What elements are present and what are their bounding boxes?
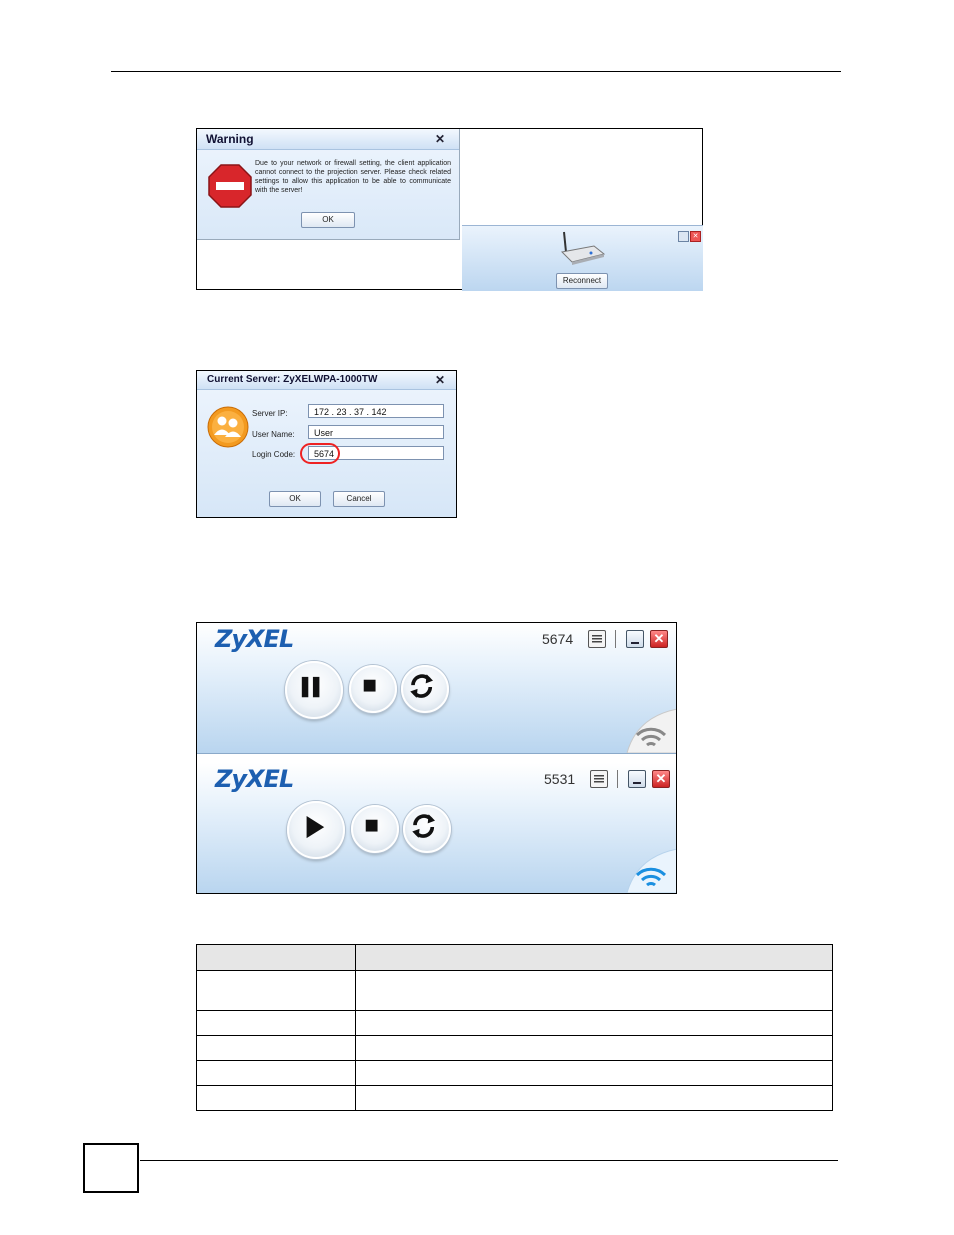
table-cell xyxy=(197,1061,356,1086)
server-ip-field[interactable]: 172 . 23 . 37 . 142 xyxy=(308,404,444,418)
table-row xyxy=(197,1086,833,1111)
table-cell xyxy=(356,1011,833,1036)
table-row xyxy=(197,971,833,1011)
users-icon xyxy=(207,406,249,448)
table-row xyxy=(197,1036,833,1061)
table-cell xyxy=(356,1036,833,1061)
player-bar-projecting xyxy=(197,623,676,754)
table-row xyxy=(197,1061,833,1086)
toolbar-separator xyxy=(615,630,616,648)
stop-button[interactable] xyxy=(349,665,397,713)
player-bar-paused xyxy=(197,763,676,894)
stop-sign-icon xyxy=(208,164,252,208)
table-header-cell xyxy=(356,945,833,971)
play-button[interactable] xyxy=(287,801,345,859)
description-table xyxy=(196,944,833,1111)
table-cell xyxy=(197,971,356,1011)
table-cell xyxy=(197,1011,356,1036)
header-rule xyxy=(111,71,841,72)
minimize-icon[interactable] xyxy=(628,770,646,788)
figure-projection-players xyxy=(196,622,677,894)
login-code-highlight xyxy=(300,443,340,464)
login-title-bar xyxy=(197,371,456,390)
login-code-field[interactable]: 5674 xyxy=(308,446,444,460)
reconnect-minimize-icon[interactable] xyxy=(678,231,689,242)
warning-close-icon[interactable]: ✕ xyxy=(435,132,446,146)
reconnect-panel xyxy=(462,225,703,291)
table-header-cell xyxy=(197,945,356,971)
user-name-label: User Name: xyxy=(252,430,295,439)
login-title: Current Server: ZyXELWPA-1000TW xyxy=(207,374,378,385)
warning-ok-button[interactable]: OK xyxy=(301,212,355,228)
menu-icon[interactable] xyxy=(590,770,608,788)
table-row xyxy=(197,1011,833,1036)
table-cell xyxy=(356,971,833,1011)
login-code-label: Login Code: xyxy=(252,450,296,459)
refresh-button[interactable] xyxy=(403,805,451,853)
warning-title-bar xyxy=(197,129,459,150)
server-ip-label: Server IP: xyxy=(252,409,288,418)
minimize-icon[interactable] xyxy=(626,630,644,648)
refresh-button[interactable] xyxy=(401,665,449,713)
footer-rule xyxy=(140,1160,838,1161)
login-close-icon[interactable]: ✕ xyxy=(435,373,446,387)
figure-warning-reconnect xyxy=(196,128,703,290)
zyxel-logo: ZyXEL xyxy=(215,625,294,653)
stop-icon xyxy=(351,667,391,707)
warning-message: Due to your network or firewall setting, the client application cannot connect to the projection server. Please check related settings to allow this application to be able to communicate with the server! xyxy=(255,160,451,194)
figure-login-dialog xyxy=(196,370,457,518)
warning-dialog xyxy=(197,129,460,240)
table-header-row xyxy=(197,945,833,971)
toolbar-separator xyxy=(617,770,618,788)
refresh-icon xyxy=(403,667,443,707)
wifi-status-icon xyxy=(617,837,677,893)
warning-title: Warning xyxy=(206,132,254,146)
login-code-display: 5531 xyxy=(544,771,576,787)
login-code-display: 5674 xyxy=(542,631,574,647)
pause-icon xyxy=(287,663,337,713)
table-cell xyxy=(356,1086,833,1111)
table-cell xyxy=(197,1086,356,1111)
user-name-field[interactable]: User xyxy=(308,425,444,439)
play-icon xyxy=(289,803,339,853)
projector-router-icon xyxy=(558,228,606,266)
pause-button[interactable] xyxy=(285,661,343,719)
reconnect-button[interactable]: Reconnect xyxy=(556,273,608,289)
reconnect-close-icon[interactable]: ✕ xyxy=(690,231,701,242)
zyxel-logo: ZyXEL xyxy=(215,765,294,793)
stop-button[interactable] xyxy=(351,805,399,853)
refresh-icon xyxy=(405,807,445,847)
stop-icon xyxy=(353,807,393,847)
table-cell xyxy=(356,1061,833,1086)
close-icon[interactable]: ✕ xyxy=(652,770,670,788)
menu-icon[interactable] xyxy=(588,630,606,648)
close-icon[interactable]: ✕ xyxy=(650,630,668,648)
wifi-status-icon xyxy=(617,697,677,753)
page-number-box xyxy=(83,1143,139,1193)
login-ok-button[interactable]: OK xyxy=(269,491,321,507)
login-cancel-button[interactable]: Cancel xyxy=(333,491,385,507)
table-cell xyxy=(197,1036,356,1061)
